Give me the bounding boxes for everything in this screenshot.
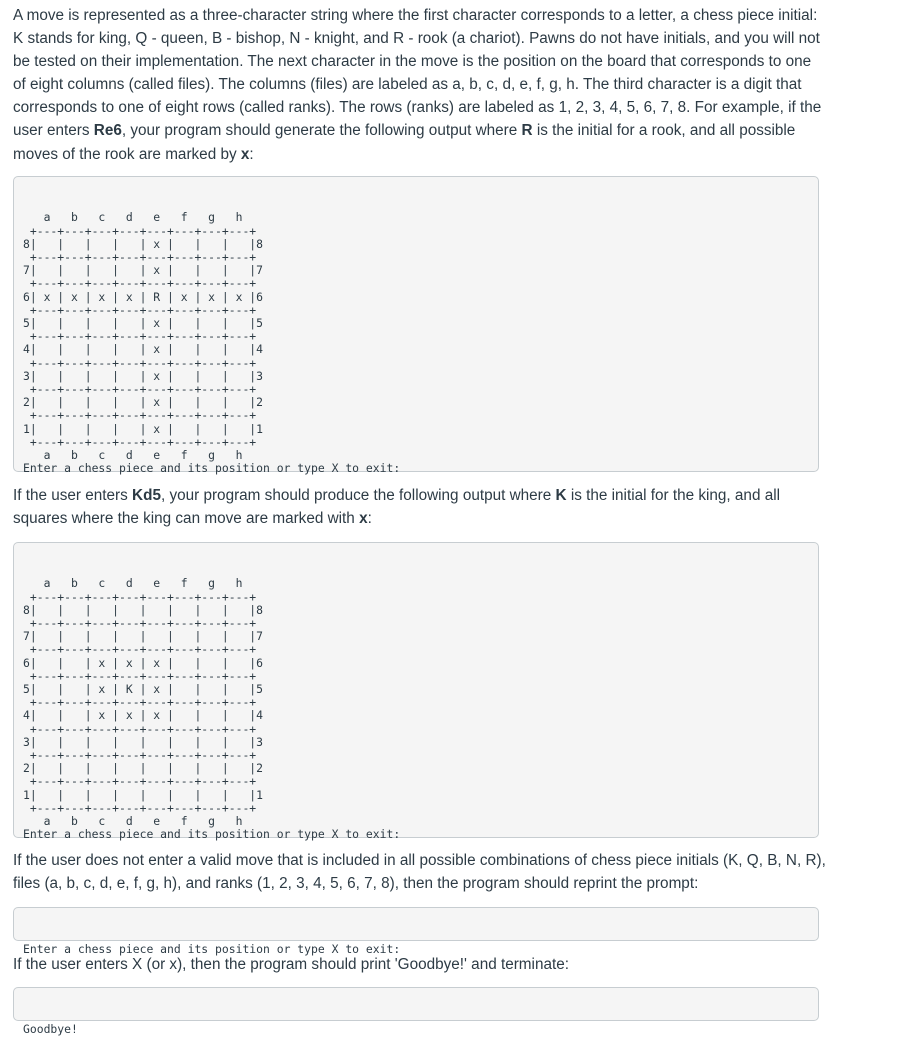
king-intro-text-2: , your program should produce the following output where: [160, 487, 556, 504]
king-board-output: a b c d e f g h +---+---+---+---+---+---+---+---+ 8| | | | | | | | |8 +---+---+---+---+---+---+---+---+ 7| | | | | | | | |7 +---+---+---+---+---+---+---+---+ 6| | | x | x | x | | | |6 +---+---+---+---+---+---+---+---+ 5| | | x | K | x | | | |5 +---+---+---+---+---+---+---+---+ 4| | | x | x | x | | | |4 +---+---+---+---+---+---+---+---+ 3| | | | | | | | |3 +---+---+---+---+---+---+---+---+ 2| | | | | | | | |2 +---+---+---+---+---+---+---+---+ 1| | | | | | | | |1 +---+---+---+---+---+---+---+---+ a b c d e f g h Enter a chess piece and its position or type X to exit:: [23, 576, 401, 842]
exit-paragraph: If the user enters X (or x), then the program should print 'Goodbye!' and terminate:: [13, 956, 569, 973]
invalid-input-paragraph: If the user does not enter a valid move that is included in all possible combinations of chess piece initials (K, Q, B, N, R), files (a, b, c, d, e, f, g, h), and ranks (1, 2, 3, 4, 5, 6, 7, 8), then the program should reprint the prompt:: [13, 852, 826, 893]
intro-text-2: , your program should generate the following output where: [121, 122, 522, 140]
intro-text-3: is the initial for a rook, and all possible moves of the rook are marked by: [13, 122, 796, 163]
king-output-block: [13, 542, 819, 842]
king-intro-paragraph: [13, 484, 828, 530]
king-move-mark: x: [359, 510, 368, 528]
move-mark: x: [240, 145, 250, 163]
king-intro-text-3: is the initial for the king, and all squares where the king can move are marked with: [13, 487, 781, 528]
rook-initial: R: [521, 122, 533, 140]
goodbye-output: Goodbye!: [23, 1022, 78, 1037]
reprint-prompt-block: [13, 907, 819, 957]
king-move-example: Kd5: [132, 487, 161, 504]
rook-board-output: a b c d e f g h +---+---+---+---+---+---+---+---+ 8| | | | | x | | | |8 +---+---+---+---+---+---+---+---+ 7| | | | | x | | | |7 +---+---+---+---+---+---+---+---+ 6| x | x | x | x | R | x | x | x |6 +---+---+---+---+---+---+---+---+ 5| | | | | x | | | |5 +---+---+---+---+---+---+---+---+ 4| | | | | x | | | |4 +---+---+---+---+---+---+---+---+ 3| | | | | x | | | |3 +---+---+---+---+---+---+---+---+ 2| | | | | x | | | |2 +---+---+---+---+---+---+---+---+ 1| | | | | x | | | |1 +---+---+---+---+---+---+---+---+ a b c d e f g h Enter a chess piece and its position or type X to exit:: [23, 210, 401, 476]
rook-output-block: [13, 176, 819, 476]
intro-colon: :: [249, 145, 254, 163]
king-initial: K: [555, 487, 567, 504]
king-intro-text: If the user enters: [13, 487, 133, 504]
reprint-prompt: Enter a chess piece and its position or type X to exit:: [23, 942, 401, 957]
king-intro-colon: :: [367, 510, 372, 528]
intro-paragraph: [13, 4, 828, 166]
rook-move-example: Re6: [93, 122, 122, 140]
goodbye-output-block: [13, 987, 819, 1037]
intro-text: A move is represented as a three-character string where the first character corresponds to a letter, a chess piece initial: K stands for king, Q - queen, B - bishop, N - knight, and R - rook (a chariot). Pawns do not have initials, and you will not be tested on their implementation. The next character in the move is the position on the board that corresponds to one of eight columns (called files). The columns (files) are labeled as a, b, c, d, e, f, g, h. The third character is a digit that corresponds to one of eight rows (called ranks). The rows (ranks) are labeled as 1, 2, 3, 4, 5, 6, 7, 8. For example, if the user enters: [13, 7, 822, 140]
